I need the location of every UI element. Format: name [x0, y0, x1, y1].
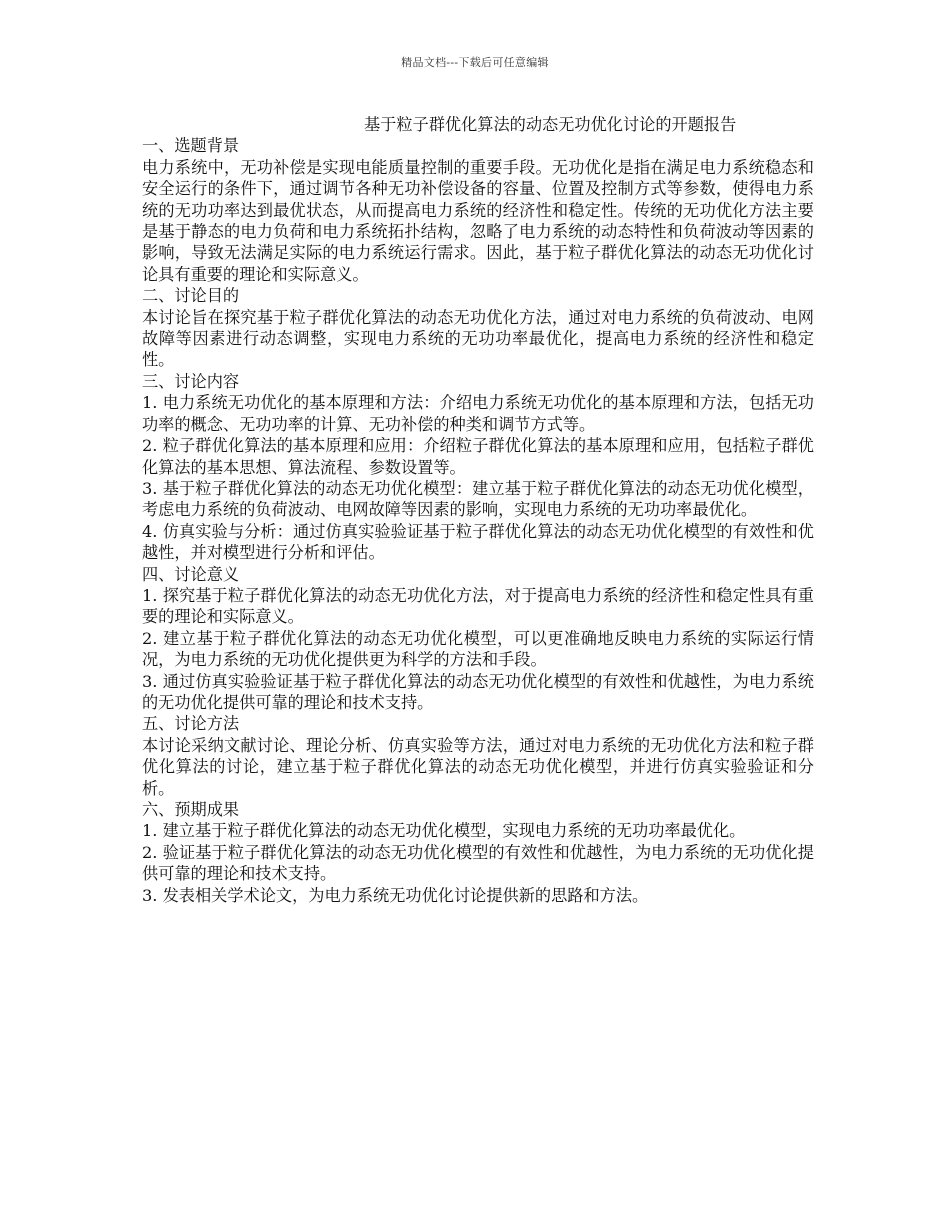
list-item: 4. 仿真实验与分析：通过仿真实验验证基于粒子群优化算法的动态无功优化模型的有效性和优越性，并对模型进行分析和评估。 [142, 521, 814, 563]
section-significance [142, 564, 814, 714]
list-item: 2. 粒子群优化算法的基本原理和应用：介绍粒子群优化算法的基本原理和应用，包括粒子群优化算法的基本思想、算法流程、参数设置等。 [142, 436, 814, 477]
page-header: 精品文档---下载后可任意编辑 [401, 56, 549, 69]
section-heading: 五、讨论方法 [142, 714, 240, 734]
list-item: 1. 电力系统无功优化的基本原理和方法：介绍电力系统无功优化的基本原理和方法，包括无功功率的概念、无功功率的计算、无功补偿的种类和调节方式等。 [142, 393, 814, 434]
section-heading: 二、讨论目的 [142, 286, 240, 306]
section-background [142, 135, 814, 285]
list-item: 3. 发表相关学术论文，为电力系统无功优化讨论提供新的思路和方法。 [142, 885, 649, 905]
list-item: 2. 建立基于粒子群优化算法的动态无功优化模型，可以更准确地反映电力系统的实际运行情况，为电力系统的无功优化提供更为科学的方法和手段。 [142, 628, 814, 670]
section-purpose [142, 285, 814, 371]
section-heading: 三、讨论内容 [142, 371, 240, 391]
section-content [142, 371, 814, 564]
list-item: 1. 探究基于粒子群优化算法的动态无功优化方法，对于提高电力系统的经济性和稳定性具有重要的理论和实际意义。 [142, 585, 814, 627]
list-item: 3. 基于粒子群优化算法的动态无功优化模型：建立基于粒子群优化算法的动态无功优化模型，考虑电力系统的负荷波动、电网故障等因素的影响，实现电力系统的无功功率最优化。 [142, 478, 814, 520]
paragraph: 本讨论旨在探究基于粒子群优化算法的动态无功优化方法，通过对电力系统的负荷波动、电网故障等因素进行动态调整，实现电力系统的无功功率最优化，提高电力系统的经济性和稳定性。 [142, 307, 814, 370]
list-item: 2. 验证基于粒子群优化算法的动态无功优化模型的有效性和优越性，为电力系统的无功优化提供可靠的理论和技术支持。 [142, 842, 814, 884]
document-body [142, 114, 814, 906]
section-heading: 一、选题背景 [142, 136, 240, 156]
list-item: 3. 通过仿真实验验证基于粒子群优化算法的动态无功优化模型的有效性和优越性，为电力系统的无功优化提供可靠的理论和技术支持。 [142, 671, 814, 712]
section-heading: 四、讨论意义 [142, 564, 240, 584]
document-title: 基于粒子群优化算法的动态无功优化讨论的开题报告 [364, 115, 737, 134]
section-heading: 六、预期成果 [142, 800, 240, 819]
paragraph: 电力系统中，无功补偿是实现电能质量控制的重要手段。无功优化是指在满足电力系统稳态和安全运行的条件下，通过调节各种无功补偿设备的容量、位置及控制方式等参数，使得电力系统的无功功率达到最优状态，从而提高电力系统的经济性和稳定性。传统的无功优化方法主要是基于静态的电力负荷和电力系统拓扑结构，忽略了电力系统的动态特性和负荷波动等因素的影响，导致无法满足实际的电力系统运行需求。因此，基于粒子群优化算法的动态无功优化讨论具有重要的理论和实际意义。 [142, 157, 814, 284]
paragraph: 本讨论采纳文献讨论、理论分析、仿真实验等方法，通过对电力系统的无功优化方法和粒子群优化算法的讨论，建立基于粒子群优化算法的动态无功优化模型，并进行仿真实验验证和分析。 [142, 735, 814, 798]
section-methods [142, 713, 814, 799]
list-item: 1. 建立基于粒子群优化算法的动态无功优化模型，实现电力系统的无功功率最优化。 [142, 821, 746, 841]
section-outcomes [142, 799, 814, 906]
